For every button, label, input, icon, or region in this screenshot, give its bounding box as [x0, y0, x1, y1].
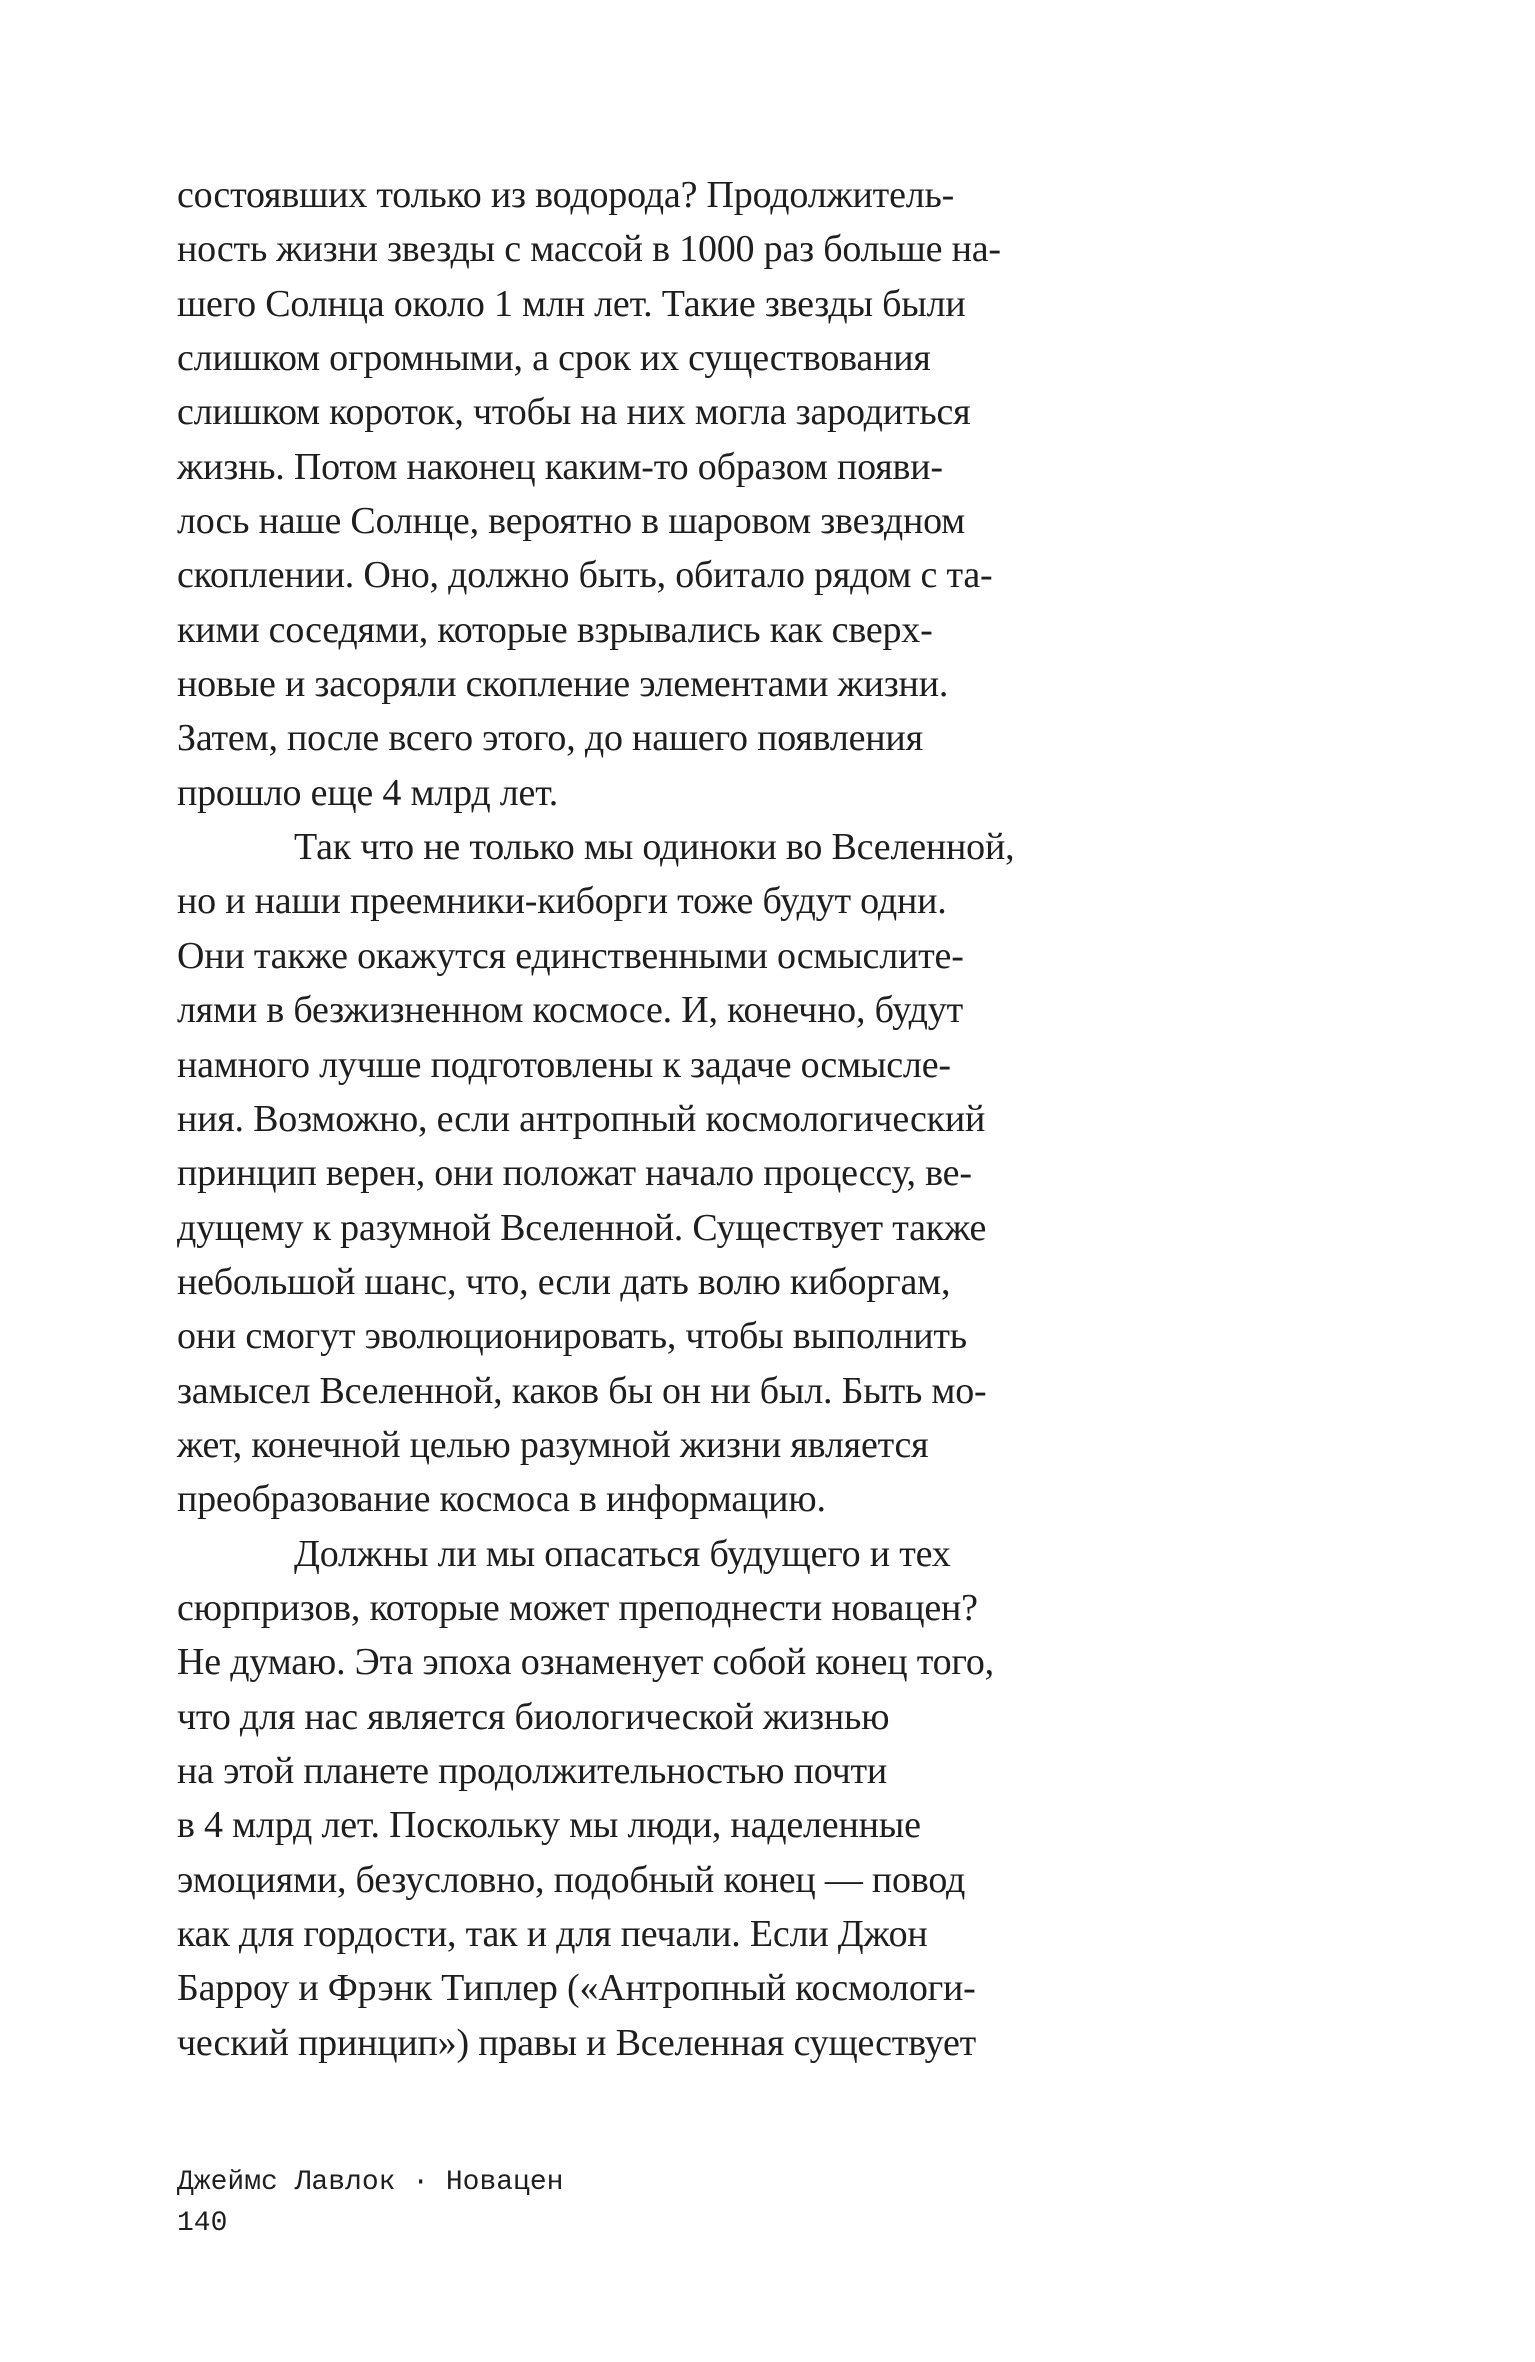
text-line: сюрпризов, которые может преподнести новацен?	[177, 1586, 978, 1629]
text-line: ния. Возможно, если антропный космологический	[177, 1097, 986, 1140]
text-line: как для гордости, так и для печали. Если Джон	[177, 1913, 928, 1955]
text-line: скоплении. Оно, должно быть, обитало рядом с та-	[177, 554, 993, 597]
text-line: преобразование космоса в информацию.	[177, 1478, 826, 1521]
text-line: жизнь. Потом наконец каким-то образом появи-	[177, 445, 943, 488]
text-line: Должны ли мы опасаться будущего и тех	[294, 1532, 951, 1575]
text-line: состоявших только из водорода? Продолжитель-	[177, 174, 955, 216]
text-line: ческий принцип») правы и Вселенная существует	[177, 2021, 977, 2064]
text-line: кими соседями, которые взрывались как сверх-	[177, 608, 933, 651]
text-line: но и наши преемники-киборги тоже будут одни.	[177, 880, 947, 923]
text-line: в 4 млрд лет. Поскольку мы люди, наделенные	[177, 1804, 921, 1847]
text-line: прошло еще 4 млрд лет.	[177, 771, 559, 814]
body-text	[177, 168, 1377, 2070]
page-number: 140	[177, 2208, 228, 2239]
text-line: на этой планете продолжительностью почти	[177, 1749, 888, 1792]
text-line: Они также окажутся единственными осмыслите-	[177, 934, 964, 977]
page-footer	[177, 2162, 563, 2244]
text-line: что для нас является биологической жизнью	[177, 1695, 890, 1738]
text-line: лями в безжизненном космосе. И, конечно, будут	[177, 989, 963, 1032]
text-line: принцип верен, они положат начало процессу, ве-	[177, 1152, 972, 1195]
text-line: Не думаю. Эта эпоха ознаменует собой конец того,	[177, 1641, 994, 1684]
text-line: они смогут эволюционировать, чтобы выполнить	[177, 1315, 967, 1358]
text-line: замысел Вселенной, каков бы он ни был. Быть мо-	[177, 1369, 987, 1412]
text-line: жет, конечной целью разумной жизни является	[177, 1423, 929, 1466]
text-line: новые и засоряли скопление элементами жизни.	[177, 663, 949, 706]
text-line: шего Солнца около 1 млн лет. Такие звезды были	[177, 282, 966, 325]
text-line: слишком огромными, а срок их существования	[177, 337, 931, 380]
text-line: ность жизни звезды с массой в 1000 раз больше на-	[177, 228, 1001, 271]
text-line: лось наше Солнце, вероятно в шаровом звездном	[177, 500, 966, 543]
text-line: небольшой шанс, что, если дать волю киборгам,	[177, 1260, 951, 1303]
text-line: намного лучше подготовлены к задаче осмысле-	[177, 1043, 951, 1086]
running-title: Джеймс Лавлок · Новацен	[177, 2167, 564, 2198]
text-line: Барроу и Фрэнк Типлер («Антропный космологи-	[177, 1967, 976, 2010]
text-line: эмоциями, безусловно, подобный конец — повод	[177, 1858, 966, 1901]
text-line: Так что не только мы одиноки во Вселенной,	[294, 826, 1015, 869]
text-line: слишком короток, чтобы на них могла зародиться	[177, 391, 971, 434]
text-line: Затем, после всего этого, до нашего появления	[177, 717, 923, 760]
text-line: дущему к разумной Вселенной. Существует также	[177, 1206, 987, 1249]
